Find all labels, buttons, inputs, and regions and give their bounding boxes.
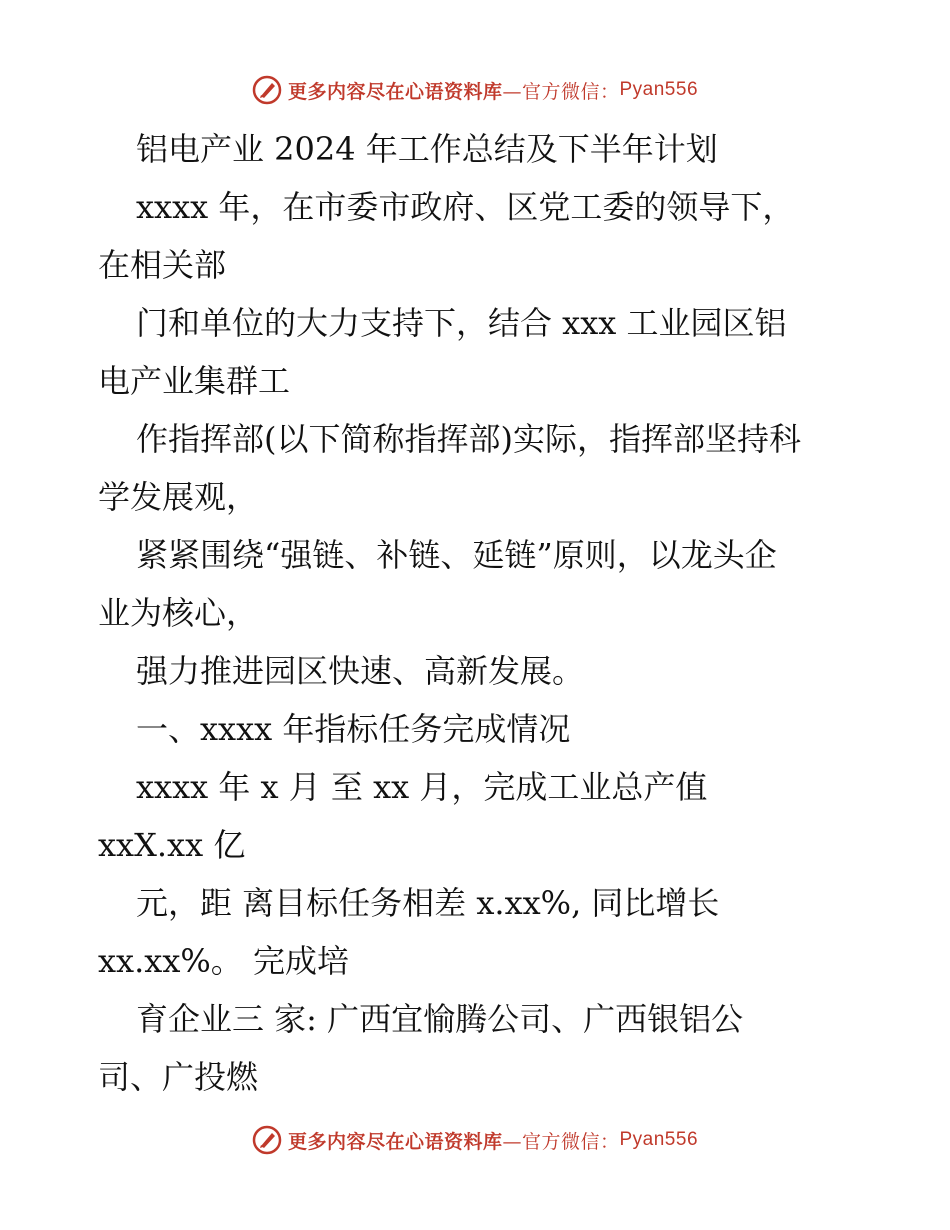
- watermark-header: [0, 70, 950, 110]
- pen-seal-icon: [252, 1125, 282, 1155]
- watermark-dash-text: —官方微信：: [502, 1130, 620, 1153]
- text-line: xxxx 年 x 月 至 xx 月，完成工业总产值: [136, 768, 708, 806]
- text-line: 学发展观，: [98, 478, 259, 516]
- text-line: 业为核心，: [98, 594, 259, 632]
- watermark-dash-text: —官方微信：: [502, 80, 620, 103]
- text-line: 司、广投燃: [98, 1058, 259, 1096]
- text-line: 电产业集群工: [98, 362, 291, 400]
- text-line: xx.xx%。 完成培: [98, 942, 349, 980]
- text-line: 在相关部: [98, 246, 227, 284]
- text-line: 作指挥部(以下简称指挥部)实际，指挥部坚持科: [136, 420, 801, 458]
- watermark-footer: [0, 1120, 950, 1160]
- watermark-wechat-id: Pyan556: [619, 79, 699, 100]
- text-line: 紧紧围绕“强链、补链、延链”原则，以龙头企: [136, 536, 777, 574]
- text-line: 一、xxxx 年指标任务完成情况: [136, 710, 571, 748]
- text-line: 铝电产业 2024 年工作总结及下半年计划: [136, 130, 718, 168]
- text-line: 强力推进园区快速、高新发展。: [136, 652, 585, 690]
- document-body: [98, 120, 868, 1106]
- watermark-main-text: 更多内容尽在心语资料库: [287, 80, 503, 103]
- text-line: 育企业三 家: 广西宜愉腾公司、广西银铝公: [136, 1000, 744, 1038]
- text-line: xxX.xx 亿: [98, 826, 246, 864]
- watermark-main-text: 更多内容尽在心语资料库: [287, 1130, 503, 1153]
- text-line: 门和单位的大力支持下，结合 xxx 工业园区铝: [136, 304, 787, 342]
- text-line: 元，距 离目标任务相差 x.xx%, 同比增长: [136, 884, 720, 922]
- pen-seal-icon: [252, 75, 282, 105]
- watermark-wechat-id: Pyan556: [619, 1129, 699, 1150]
- text-line: xxxx 年，在市委市政府、区党工委的领导下，: [136, 188, 795, 226]
